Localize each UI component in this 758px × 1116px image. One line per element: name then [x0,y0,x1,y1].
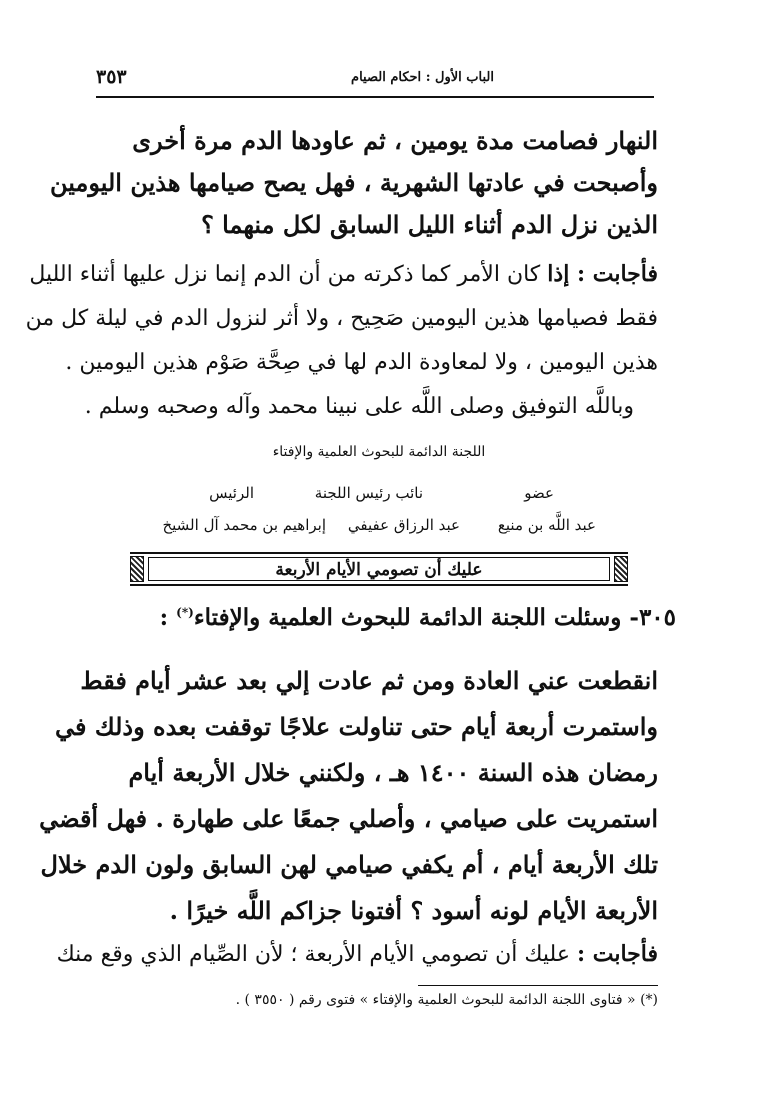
question-line: النهار فصامت مدة يومين ، ثم عاودها الدم مرة أخرى [132,126,658,155]
name-deputy: عبد الرزاق عفيفي [347,516,460,534]
answer-line: هذين اليومين ، ولا لمعاودة الدم لها في صِحَّة صَوْم هذين اليومين . [65,350,658,375]
question-line: الأربعة الأيام لونه أسود ؟ أفتونا جزاكم اللَّه خيرًا . [169,896,658,925]
section-colon: : [159,604,169,631]
role-chair: الرئيس [209,484,254,502]
banner-title: عليك أن تصومي الأيام الأربعة [148,557,610,581]
section-number: ٣٠٥ [638,604,676,631]
name-chair: إبراهيم بن محمد آل الشيخ [162,516,326,534]
answer-text: عليك أن تصومي الأيام الأربعة ؛ لأن الصِّيام الذي وقع منك [56,942,570,967]
question-line: رمضان هذه السنة ١٤٠٠ هـ ، ولكنني خلال الأربعة أيام [128,758,658,787]
answer-two [57,932,658,977]
banner-ornament [614,556,628,582]
chapter-title: الباب الأول : احكام الصيام [351,70,494,85]
role-member: عضو [524,484,554,502]
fatwa-title-banner [130,552,628,586]
answer-line [26,252,658,297]
question-line: استمريت على صيامي ، وأصلي جمعًا على طهارة . فهل أقضي [39,804,658,833]
role-deputy: نائب رئيس اللجنة [314,484,423,502]
footnote-marker: (*) [176,605,194,620]
committee-title: اللجنة الدائمة للبحوث العلمية والإفتاء [272,444,486,460]
question-line: تلك الأربعة أيام ، أم يكفي صيامي لهن السابق ولون الدم خلال [40,850,658,879]
answer-text: كان الأمر كما ذكرته من أن الدم إنما نزل عليها أثناء الليل [29,262,541,287]
page-header [96,68,654,98]
question-continued [50,120,658,246]
page-number: ٣٥٣ [96,66,127,88]
question-line: انقطعت عني العادة ومن ثم عادت إلي بعد عشر أيام فقط [80,666,658,695]
name-member: عبد اللَّه بن منيع [497,516,596,534]
section-heading [160,604,676,631]
footnote: (*) « فتاوى اللجنة الدائمة للبحوث العلمية والإفتاء » فتوى رقم ( ٣٥٥٠ ) . [235,992,658,1008]
answer-lead: فأجابت : إذا [547,261,658,287]
question-line: وأصبحت في عادتها الشهرية ، فهل يصح صيامها هذين اليومين [49,168,658,197]
answer-one [26,252,658,429]
section-title: - وسئلت اللجنة الدائمة للبحوث العلمية والإفتاء [193,604,639,631]
question-line: واستمرت أربعة أيام حتى تناولت علاجًا توقفت بعده وذلك في [55,712,658,741]
banner-ornament [130,556,144,582]
footnote-divider [418,985,658,986]
question-line: الذين نزل الدم أثناء الليل السابق لكل منهما ؟ [201,210,658,239]
answer-lead: فأجابت : [576,941,658,967]
answer-line [57,932,658,977]
question-two [39,658,658,934]
answer-line: فقط فصيامها هذين اليومين صَحِيح ، ولا أثر لنزول الدم في ليلة كل من [25,306,658,331]
closing-line: وباللَّه التوفيق وصلى اللَّه على نبينا محمد وآله وصحبه وسلم . [84,394,634,419]
